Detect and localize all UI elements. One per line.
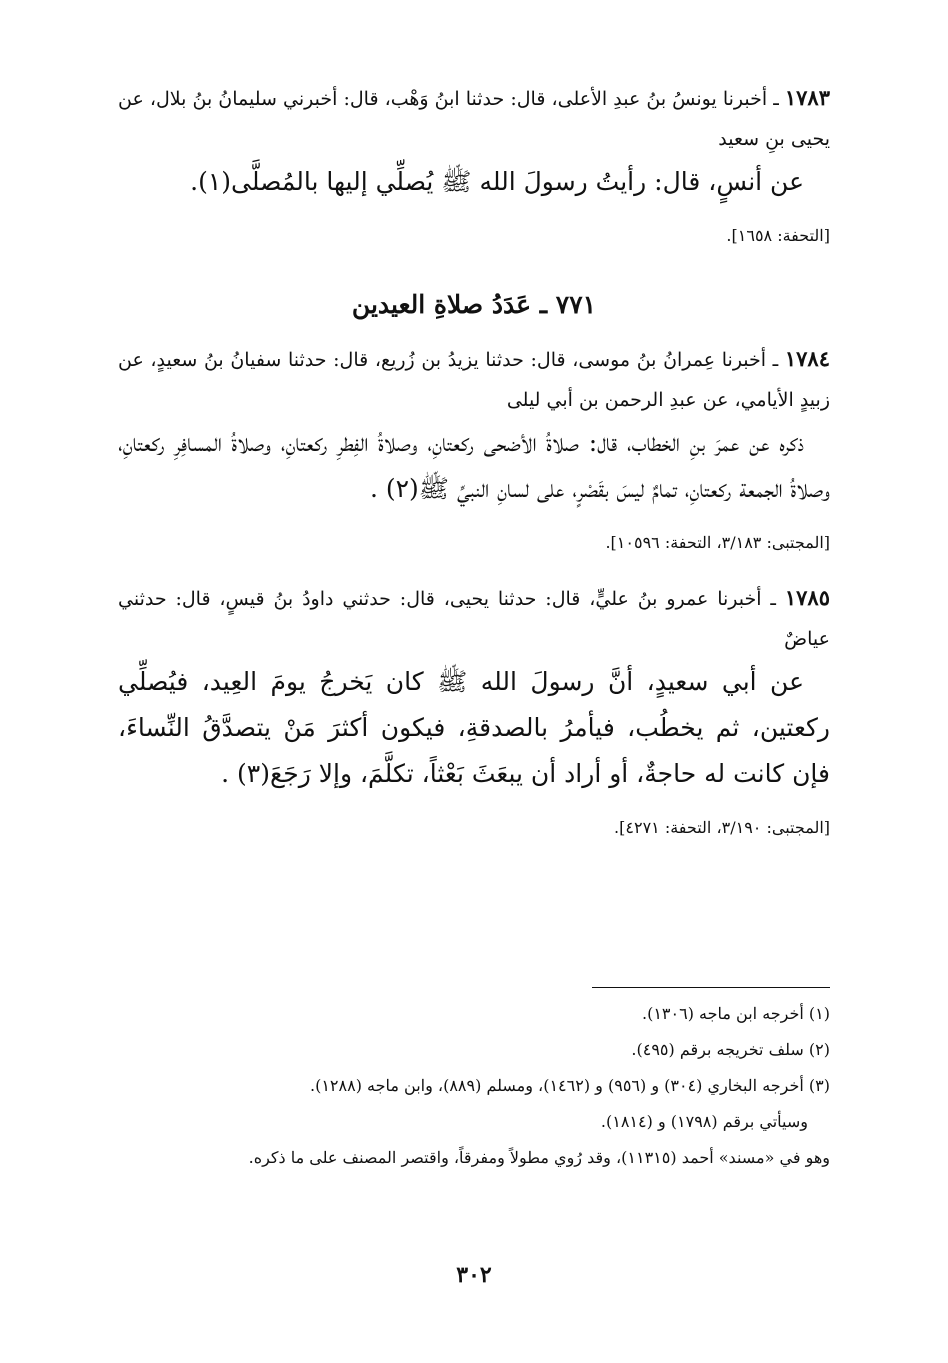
hadith-reference: [المجتبى: ٣/١٨٣، التحفة: ١٠٥٩٦]. [605, 533, 830, 552]
hadith-number: ١٧٨٥ [784, 585, 830, 610]
footnote-3-continued: وسيأتي برقم (١٧٩٨) و (١٨١٤). [600, 1112, 808, 1131]
isnad-text: أخبرنا يونسُ بنُ عبدِ الأعلى، قال: حدثنا ابنُ وَهْب، قال: أخبرني سليمانُ بنُ بلال، عن يحيى بنِ سعيد [118, 88, 830, 150]
hadith-1785 [118, 578, 830, 841]
isnad-text: أخبرنا عمرو بنُ عليٍّ، قال: حدثنا يحيى، قال: حدثني داودُ بنُ قيسٍ، قال: حدثني عياضٌ [118, 588, 830, 650]
footnotes [118, 996, 830, 1176]
hadith-isnad: ١٧٨٣ ـ أخبرنا يونسُ بنُ عبدِ الأعلى، قال: حدثنا ابنُ وَهْب، قال: أخبرني سليمانُ بنُ بلال، عن يحيى بنِ سعيد [118, 85, 830, 150]
isnad-text: أخبرنا عِمرانُ بنُ موسى، قال: حدثنا يزيدُ بن زُريع، قال: حدثنا سفيانُ بنُ سعيدٍ، عن زبيدٍ الأيامي، عن عبدِ الرحمن بن أبي ليلى [118, 349, 830, 411]
hadith-isnad: ١٧٨٥ ـ أخبرنا عمرو بنُ عليٍّ، قال: حدثنا يحيى، قال: حدثني داودُ بنُ قيسٍ، قال: حدثني عياضٌ [118, 585, 830, 650]
footnote-2: (٢) سلف تخريجه برقم (٤٩٥). [631, 1040, 830, 1059]
footnote-3: (٣) أخرجه البخاري (٣٠٤) و (٩٥٦) و (١٤٦٢)، ومسلم (٨٨٩)، وابن ماجه (١٢٨٨). [310, 1076, 830, 1095]
footnote-3-note: وهو في «مسند» أحمد (١١٣١٥)، وقد رُوي مطولاً ومفرقاً، واقتصر المصنف على ما ذكره. [248, 1148, 830, 1167]
hadith-matn: ذكره عن عمرَ بنِ الخطاب، قال: صلاةُ الأضحى ركعتانِ، وصلاةُ الفِطرِ ركعتانِ، وصلاةُ المسافِرِ ركعتانِ، وصلاةُ الجمعة ركعتانِ، تمامٌ ليسَ بقَصْرٍ، على لسانِ النبيِّ ﷺ(٢) . [118, 428, 830, 503]
hadith-number: ١٧٨٤ [784, 346, 830, 371]
hadith-isnad: ١٧٨٤ ـ أخبرنا عِمرانُ بنُ موسى، قال: حدثنا يزيدُ بن زُريع، قال: حدثنا سفيانُ بنُ سعيدٍ، عن زبيدٍ الأيامي، عن عبدِ الرحمن بن أبي ليلى [118, 346, 830, 411]
hadith-reference: [المجتبى: ٣/١٩٠، التحفة: ٤٢٧١]. [614, 818, 830, 837]
hadith-1783 [118, 78, 830, 249]
hadith-reference: [التحفة: ١٦٥٨]. [726, 226, 830, 245]
chapter-heading: ٧٧١ ـ عَدَدُ صلاةِ العيدين [351, 290, 597, 319]
hadith-1784 [118, 339, 830, 556]
main-text [118, 78, 830, 841]
hadith-matn: عن أنسٍ، قال: رأيتُ رسولَ الله ﷺ يُصلِّي إليها بالمُصلَّى(١). [190, 167, 804, 196]
footnote-1: (١) أخرجه ابن ماجه (١٣٠٦). [642, 1004, 830, 1023]
hadith-number: ١٧٨٣ [784, 85, 830, 110]
page-number: ٣٠٢ [456, 1262, 492, 1288]
hadith-matn: عن أبي سعيدٍ، أنَّ رسولَ الله ﷺ كان يَخرجُ يومَ العِيد، فيُصلِّي ركعتين، ثم يخطُب، فيأمرُ بالصدقةِ، فيكون أكثرَ مَنْ يتصدَّقُ النِّساءَ، فإن كانت له حاجةٌ، أو أراد أن يبعَثَ بَعْثاً، تكلَّمَ، وإلا رَجَعَ(٣) . [118, 667, 830, 788]
footnote-divider [592, 987, 830, 988]
